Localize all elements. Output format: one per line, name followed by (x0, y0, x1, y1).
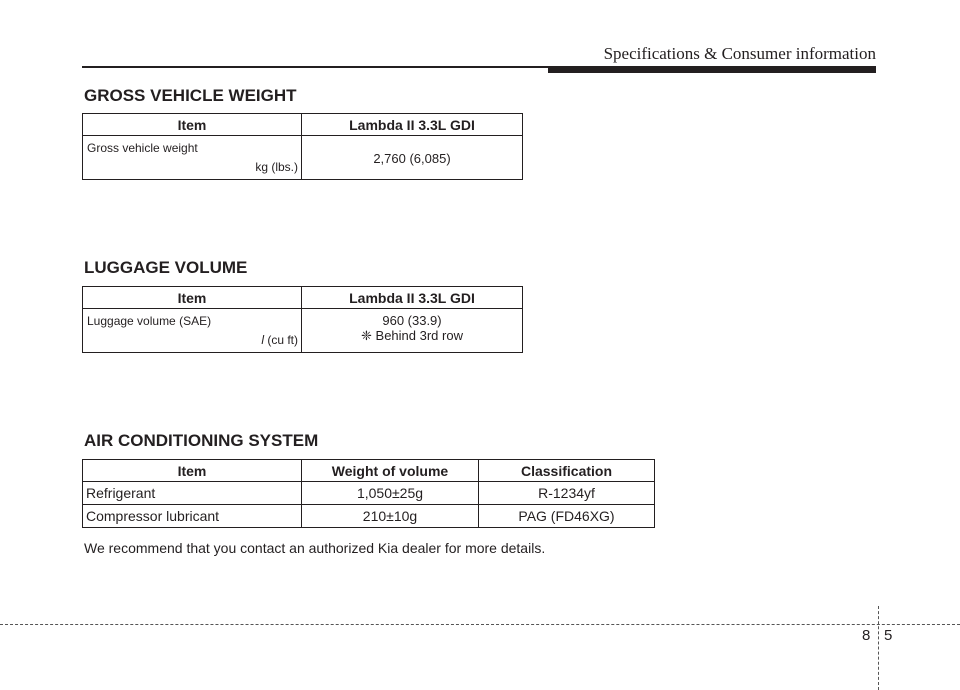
column-header-item: Item (83, 460, 302, 482)
column-header-weight: Weight of volume (302, 460, 479, 482)
item-unit: kg (lbs.) (255, 160, 298, 174)
item-unit (261, 333, 298, 347)
row-classification: PAG (FD46XG) (479, 505, 655, 528)
air-conditioning-table (82, 459, 655, 528)
luggage-volume-table (82, 286, 523, 353)
item-name: Gross vehicle weight (87, 141, 198, 155)
footer-rule (0, 624, 960, 625)
row-item: Refrigerant (83, 482, 302, 505)
table-row (83, 482, 655, 505)
table-row (83, 505, 655, 528)
gross-weight-title: GROSS VEHICLE WEIGHT (84, 86, 297, 105)
item-name: Luggage volume (SAE) (87, 314, 212, 328)
column-header-engine: Lambda II 3.3L GDI (302, 114, 523, 136)
unit-cu-ft: (cu ft) (263, 333, 298, 347)
header-bar (548, 66, 876, 73)
value-cell (302, 136, 523, 180)
page-number: 5 (884, 627, 893, 644)
unit-liter-symbol: l (261, 333, 264, 347)
item-cell (83, 309, 302, 353)
air-conditioning-title: AIR CONDITIONING SYSTEM (84, 431, 319, 450)
column-header-item: Item (83, 287, 302, 309)
dealer-note: We recommend that you contact an authorized Kia dealer for more details. (84, 540, 546, 556)
column-header-engine: Lambda II 3.3L GDI (302, 287, 523, 309)
item-cell (83, 136, 302, 180)
luggage-volume-note: ❈ Behind 3rd row (361, 328, 463, 343)
page-header-title: Specifications & Consumer information (603, 44, 876, 63)
column-header-item: Item (83, 114, 302, 136)
luggage-volume-value: 960 (33.9) (382, 313, 442, 328)
column-header-classification: Classification (479, 460, 655, 482)
chapter-number: 8 (862, 627, 871, 644)
gross-weight-value: 2,760 (6,085) (373, 151, 451, 166)
value-cell (302, 309, 523, 353)
footer-divider (878, 606, 879, 690)
row-item: Compressor lubricant (83, 505, 302, 528)
luggage-volume-title: LUGGAGE VOLUME (84, 258, 248, 277)
row-weight: 210±10g (302, 505, 479, 528)
gross-weight-table (82, 113, 523, 180)
row-classification: R-1234yf (479, 482, 655, 505)
row-weight: 1,050±25g (302, 482, 479, 505)
